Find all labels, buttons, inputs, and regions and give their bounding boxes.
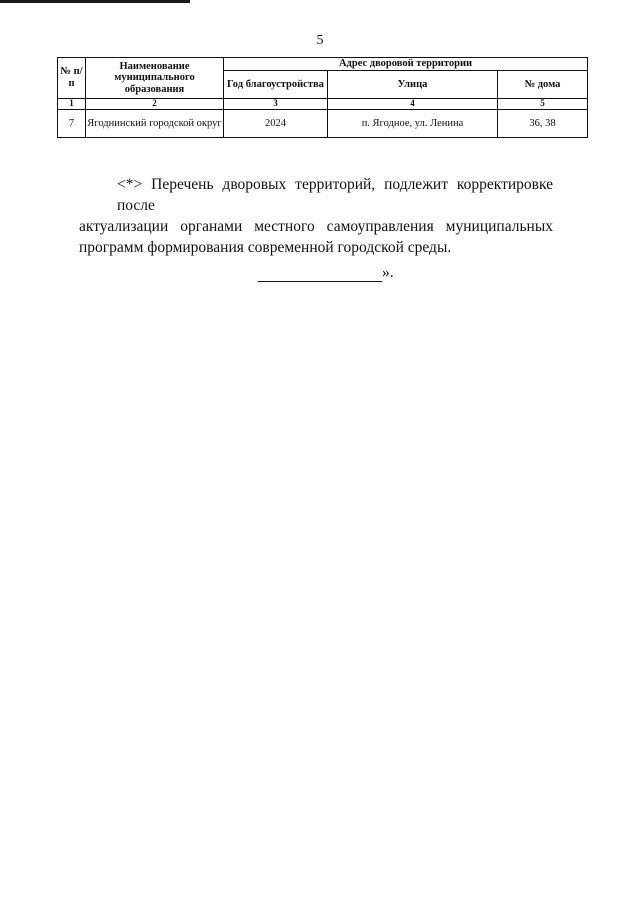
footnote-line-2: актуализации органами местного самоуправления муниципальных: [79, 218, 553, 235]
col-header-street: Улица: [328, 71, 498, 99]
footnote-paragraph: [79, 174, 553, 258]
column-index: 5: [498, 99, 588, 110]
col-header-year: Год благоустройства: [224, 71, 328, 99]
row-year: 2024: [224, 109, 328, 137]
closing-quote: ».: [382, 264, 394, 281]
column-index: 4: [328, 99, 498, 110]
row-number: 7: [58, 109, 86, 137]
footnote-line-3: программ формирования современной городской среды.: [79, 239, 452, 256]
scan-edge: [0, 0, 190, 3]
col-header-house: № дома: [498, 71, 588, 99]
column-index: 2: [86, 99, 224, 110]
col-header-municipality: Наименование муниципального образования: [86, 58, 224, 99]
row-street: п. Ягодное, ул. Ленина: [328, 109, 498, 137]
signature-blank-line: [258, 265, 382, 282]
column-index: 1: [58, 99, 86, 110]
column-index: 3: [224, 99, 328, 110]
col-header-number: № п/п: [58, 58, 86, 99]
col-header-address-group: Адрес дворовой территории: [224, 58, 588, 71]
courtyard-address-table: [57, 57, 588, 138]
closing-line: [258, 264, 394, 282]
table-row: [58, 109, 588, 137]
row-municipality: Ягоднинский городской округ: [86, 109, 224, 137]
page-number: 5: [316, 33, 324, 48]
footnote-line-1: <*> Перечень дворовых территорий, подлежит корректировке после: [117, 176, 553, 214]
column-index-row: [58, 99, 588, 110]
row-house: 36, 38: [498, 109, 588, 137]
